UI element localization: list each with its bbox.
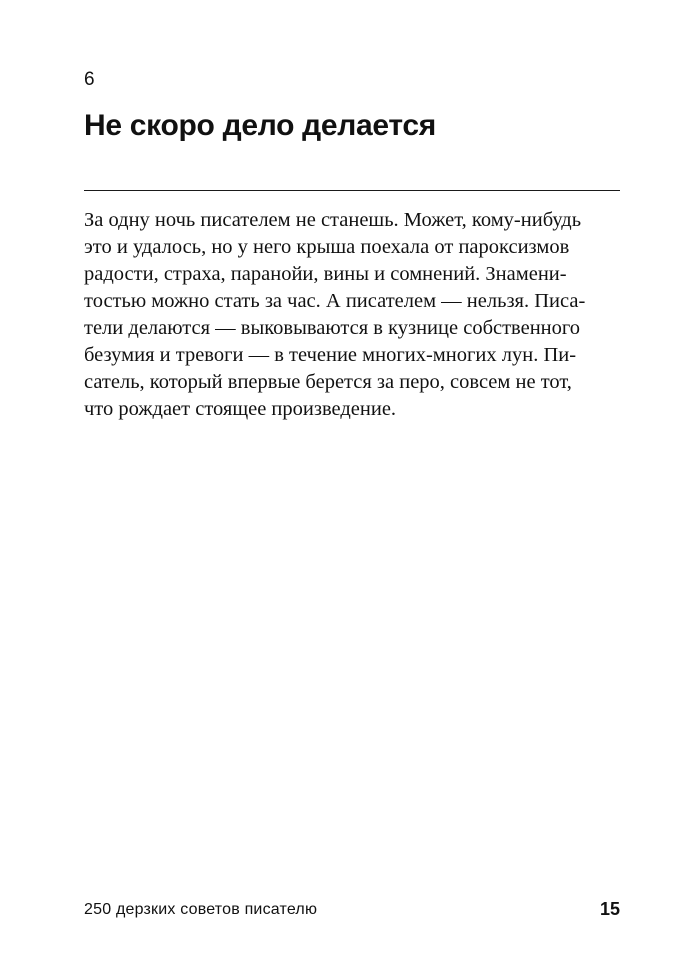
body-line: радости, страха, паранойи, вины и сомнений. Знамени- — [84, 263, 567, 285]
body-line: тели делаются — выковываются в кузнице собственного — [84, 317, 581, 339]
running-footer-book-title: 250 дерзких советов писателю — [84, 901, 318, 918]
body-line: За одну ночь писателем не станешь. Может, кому-нибудь — [84, 209, 582, 231]
page-number: 15 — [599, 899, 620, 919]
title-divider — [84, 190, 620, 191]
body-line: что рождает стоящее произведение. — [84, 398, 397, 420]
chapter-number: 6 — [84, 69, 95, 90]
body-paragraph — [84, 207, 624, 423]
body-line: тостью можно стать за час. А писателем — нельзя. Писа- — [84, 290, 586, 312]
body-line: безумия и тревоги — в течение многих-многих лун. Пи- — [84, 344, 577, 366]
chapter-title: Не скоро дело делается — [84, 109, 436, 142]
body-line: сатель, который впервые берется за перо, совсем не тот, — [84, 371, 572, 393]
body-line: это и удалось, но у него крыша поехала от пароксизмов — [84, 236, 570, 258]
